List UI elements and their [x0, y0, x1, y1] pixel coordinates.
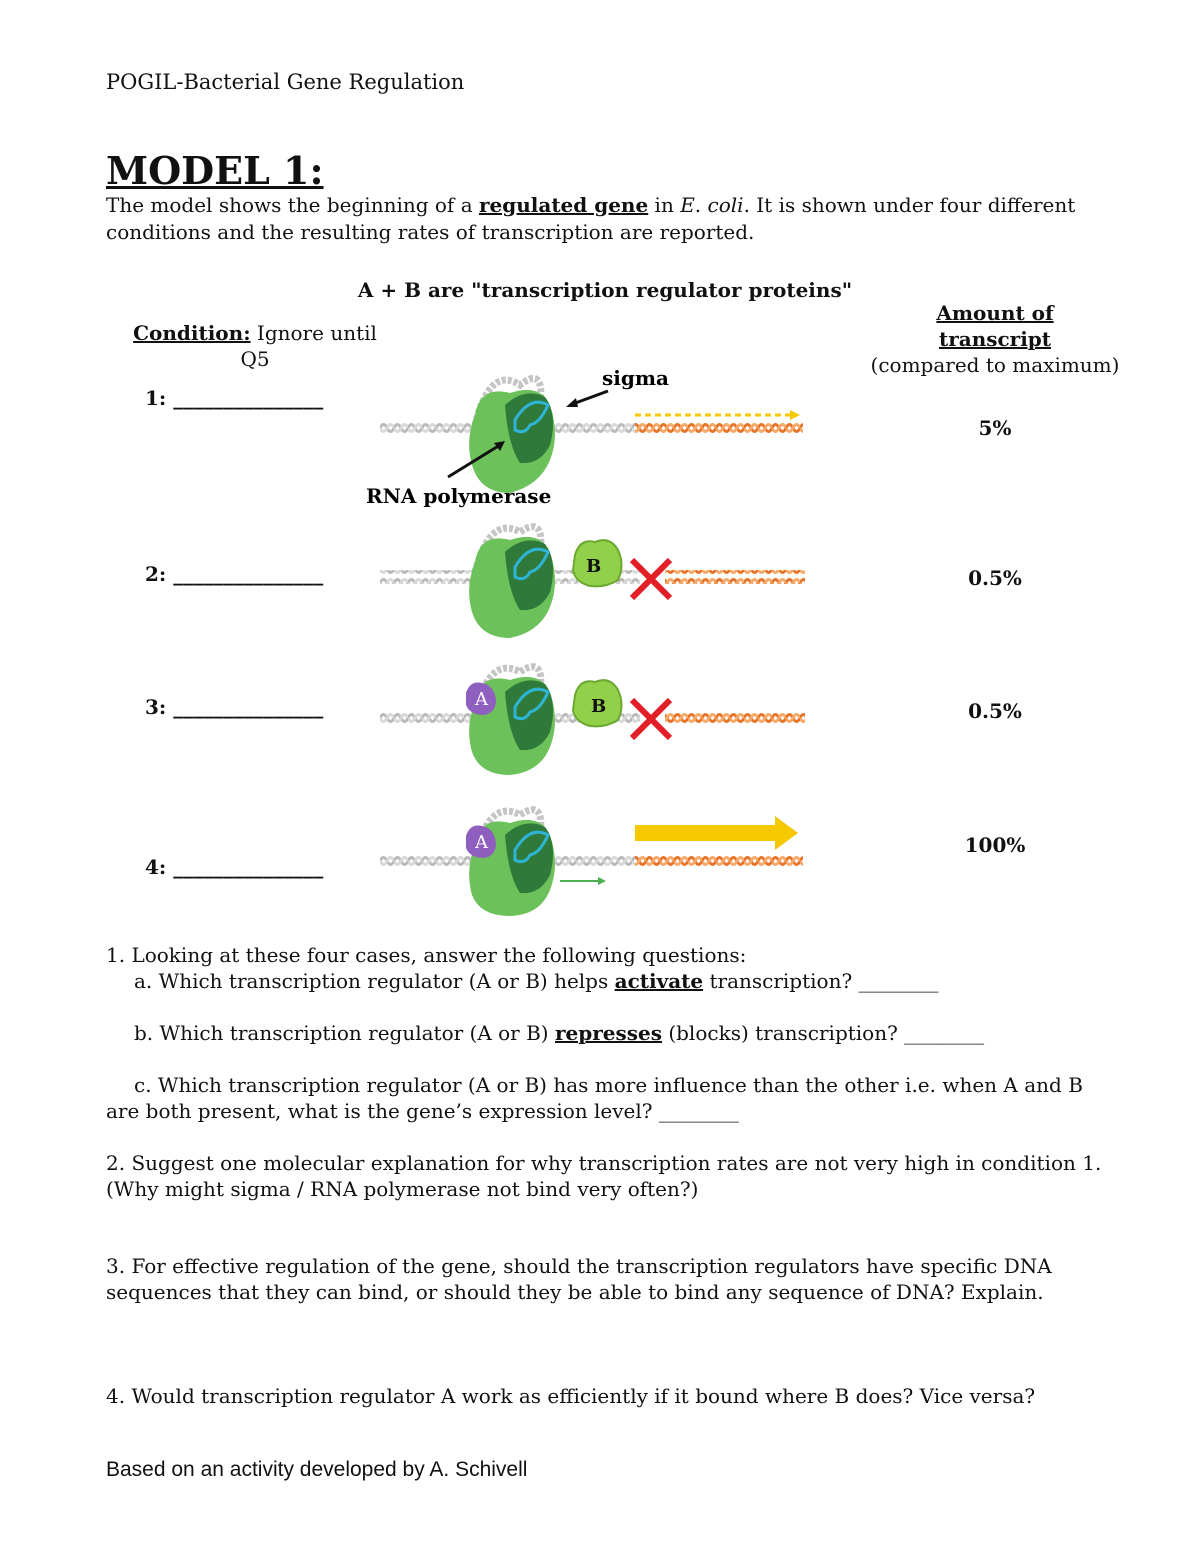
- condition-3-label: 3: _______________: [145, 695, 324, 719]
- intro-paragraph: The model shows the beginning of a regulated gene in E. coli. It is shown under four different conditions and the resulting rates of transcription are reported.: [106, 193, 1076, 244]
- gene-dna: [665, 570, 805, 584]
- movement-arrowhead: [598, 877, 606, 885]
- regulator-a-label: A: [475, 832, 488, 853]
- diagram-condition-2: [380, 520, 810, 640]
- gene-dna: [665, 710, 805, 724]
- transcription-arrow: [635, 825, 775, 841]
- dna-strand: [380, 710, 475, 724]
- question-1-intro: 1. Looking at these four cases, answer the following questions:: [106, 943, 747, 967]
- dna-strand: [380, 853, 475, 867]
- model-subheading: A + B are "transcription regulator proteins": [357, 278, 853, 302]
- diagram-condition-1: [366, 365, 810, 515]
- condition-1-label: 1: _______________: [145, 386, 324, 410]
- page-title: MODEL 1:: [106, 148, 324, 193]
- regulator-b-label: B: [591, 696, 607, 717]
- condition-column-header: Condition: Ignore until Q5: [133, 321, 377, 371]
- dna-strand: [380, 570, 475, 584]
- question-4: 4. Would transcription regulator A work as efficiently if it bound where B does? Vice versa?: [106, 1384, 1036, 1408]
- rna-polymerase-label: RNA polymerase: [366, 484, 552, 508]
- condition-1-amount: 5%: [978, 416, 1012, 440]
- sigma-label: sigma: [602, 366, 669, 390]
- sigma-pointer-head: [566, 398, 578, 407]
- condition-4-amount: 100%: [964, 833, 1026, 857]
- diagram-condition-3: [380, 655, 810, 775]
- question-3: 3. For effective regulation of the gene, should the transcription regulators have specific DNA sequences that they can bind, or should they be able to bind any sequence of DNA? Explain.: [106, 1254, 1052, 1304]
- footer-credit: Based on an activity developed by A. Schivell: [106, 1458, 528, 1481]
- question-1c: c. Which transcription regulator (A or B) has more influence than the other i.e. when A and B are both present, what is the gene’s expression level? ________: [106, 1073, 1083, 1123]
- amount-column-header: Amount of transcript (compared to maximum): [870, 301, 1120, 377]
- gene-dna: [635, 423, 803, 437]
- question-1b: b. Which transcription regulator (A or B) represses (blocks) transcription? ________: [134, 1021, 985, 1045]
- condition-2-amount: 0.5%: [968, 566, 1022, 590]
- condition-3-amount: 0.5%: [968, 699, 1022, 723]
- transcription-arrowhead: [790, 410, 800, 420]
- transcription-arrowhead: [775, 816, 798, 850]
- question-2: 2. Suggest one molecular explanation for why transcription rates are not very high in condition 1. (Why might sigma / RNA polymerase not bind very often?): [106, 1151, 1102, 1201]
- condition-4-label: 4: _______________: [145, 855, 324, 879]
- gene-dna: [635, 853, 803, 867]
- diagram-condition-4: [380, 798, 810, 918]
- regulator-a-label: A: [475, 689, 488, 710]
- dna-strand: [380, 423, 475, 437]
- page-header: POGIL-Bacterial Gene Regulation: [106, 70, 465, 94]
- condition-2-label: 2: _______________: [145, 562, 324, 586]
- regulator-b-label: B: [586, 556, 602, 577]
- question-1a: a. Which transcription regulator (A or B) helps activate transcription? ________: [134, 969, 939, 993]
